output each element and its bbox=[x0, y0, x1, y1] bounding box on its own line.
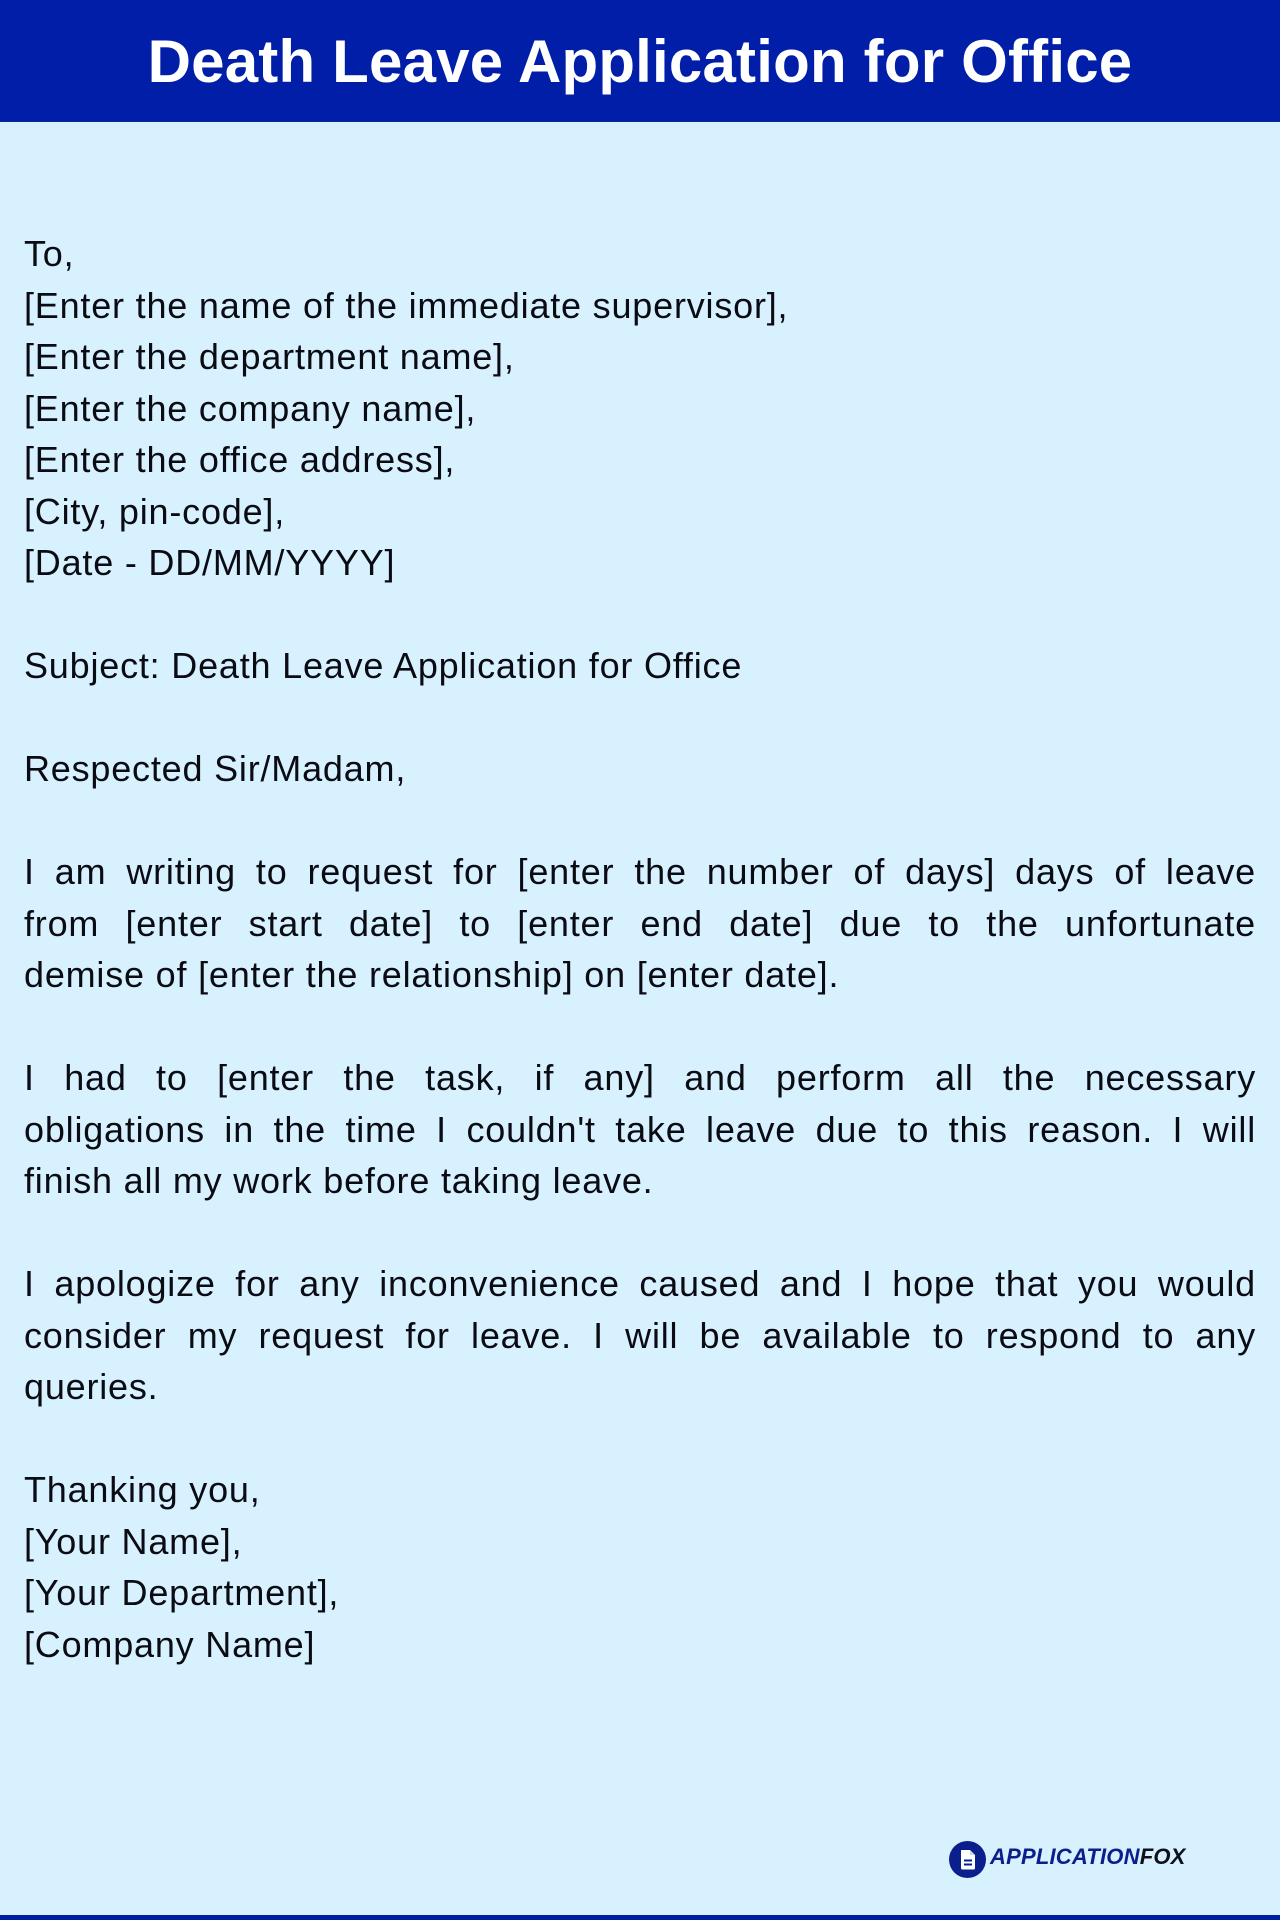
recipient-company: [Enter the company name], bbox=[24, 387, 477, 429]
letter-closing: Thanking you, bbox=[24, 1469, 261, 1510]
recipient-supervisor: [Enter the name of the immediate supervisor], bbox=[24, 284, 789, 326]
spacer bbox=[24, 692, 1256, 744]
paragraph-line: I am writing to request for [enter the number of days] days of leave bbox=[24, 851, 1256, 892]
signature-name: [Your Name], bbox=[24, 1520, 243, 1562]
spacer bbox=[24, 1001, 1256, 1053]
letter-date: [Date - DD/MM/YYYY] bbox=[24, 542, 396, 583]
spacer bbox=[24, 795, 1256, 847]
paragraph-line: I had to [enter the task, if any] and perform all the necessary bbox=[24, 1057, 1256, 1098]
document-icon bbox=[949, 1841, 986, 1878]
salutation-to: To, bbox=[24, 233, 75, 274]
recipient-city: [City, pin-code], bbox=[24, 490, 286, 532]
letter-greeting: Respected Sir/Madam, bbox=[24, 748, 407, 789]
letter-subject: Subject: Death Leave Application for Office bbox=[24, 645, 743, 686]
paragraph-line: from [enter start date] to [enter end date] due to the unfortunate bbox=[24, 902, 1256, 944]
page-header bbox=[0, 0, 1280, 122]
logo-wordmark-application: APPLICATION bbox=[990, 1844, 1140, 1869]
paragraph-apology bbox=[24, 1258, 1256, 1413]
spacer bbox=[24, 589, 1256, 641]
paragraph-line: consider my request for leave. I will be available to respond to any bbox=[24, 1314, 1256, 1356]
paragraph-line: finish all my work before taking leave. bbox=[24, 1160, 654, 1201]
spacer bbox=[24, 1413, 1256, 1465]
logo-wordmark bbox=[990, 1846, 1186, 1868]
logo-wordmark-fox: FOX bbox=[1139, 1844, 1186, 1869]
paragraph-line: queries. bbox=[24, 1366, 159, 1407]
paragraph-line: demise of [enter the relationship] on [enter date]. bbox=[24, 954, 840, 995]
page-title: Death Leave Application for Office bbox=[147, 28, 1133, 95]
paragraph-line: I apologize for any inconvenience caused and I hope that you would bbox=[24, 1263, 1256, 1304]
paragraph-tasks bbox=[24, 1052, 1256, 1207]
signature-department: [Your Department], bbox=[24, 1572, 340, 1613]
bottom-accent-bar bbox=[0, 1915, 1280, 1920]
spacer bbox=[24, 1207, 1256, 1259]
recipient-address: [Enter the office address], bbox=[24, 439, 456, 480]
recipient-department: [Enter the department name], bbox=[24, 336, 515, 377]
paragraph-line: obligations in the time I couldn't take leave due to this reason. I will bbox=[24, 1108, 1256, 1150]
letter-body bbox=[24, 228, 1256, 1670]
signature-company: [Company Name] bbox=[24, 1623, 316, 1665]
paragraph-request bbox=[24, 846, 1256, 1001]
